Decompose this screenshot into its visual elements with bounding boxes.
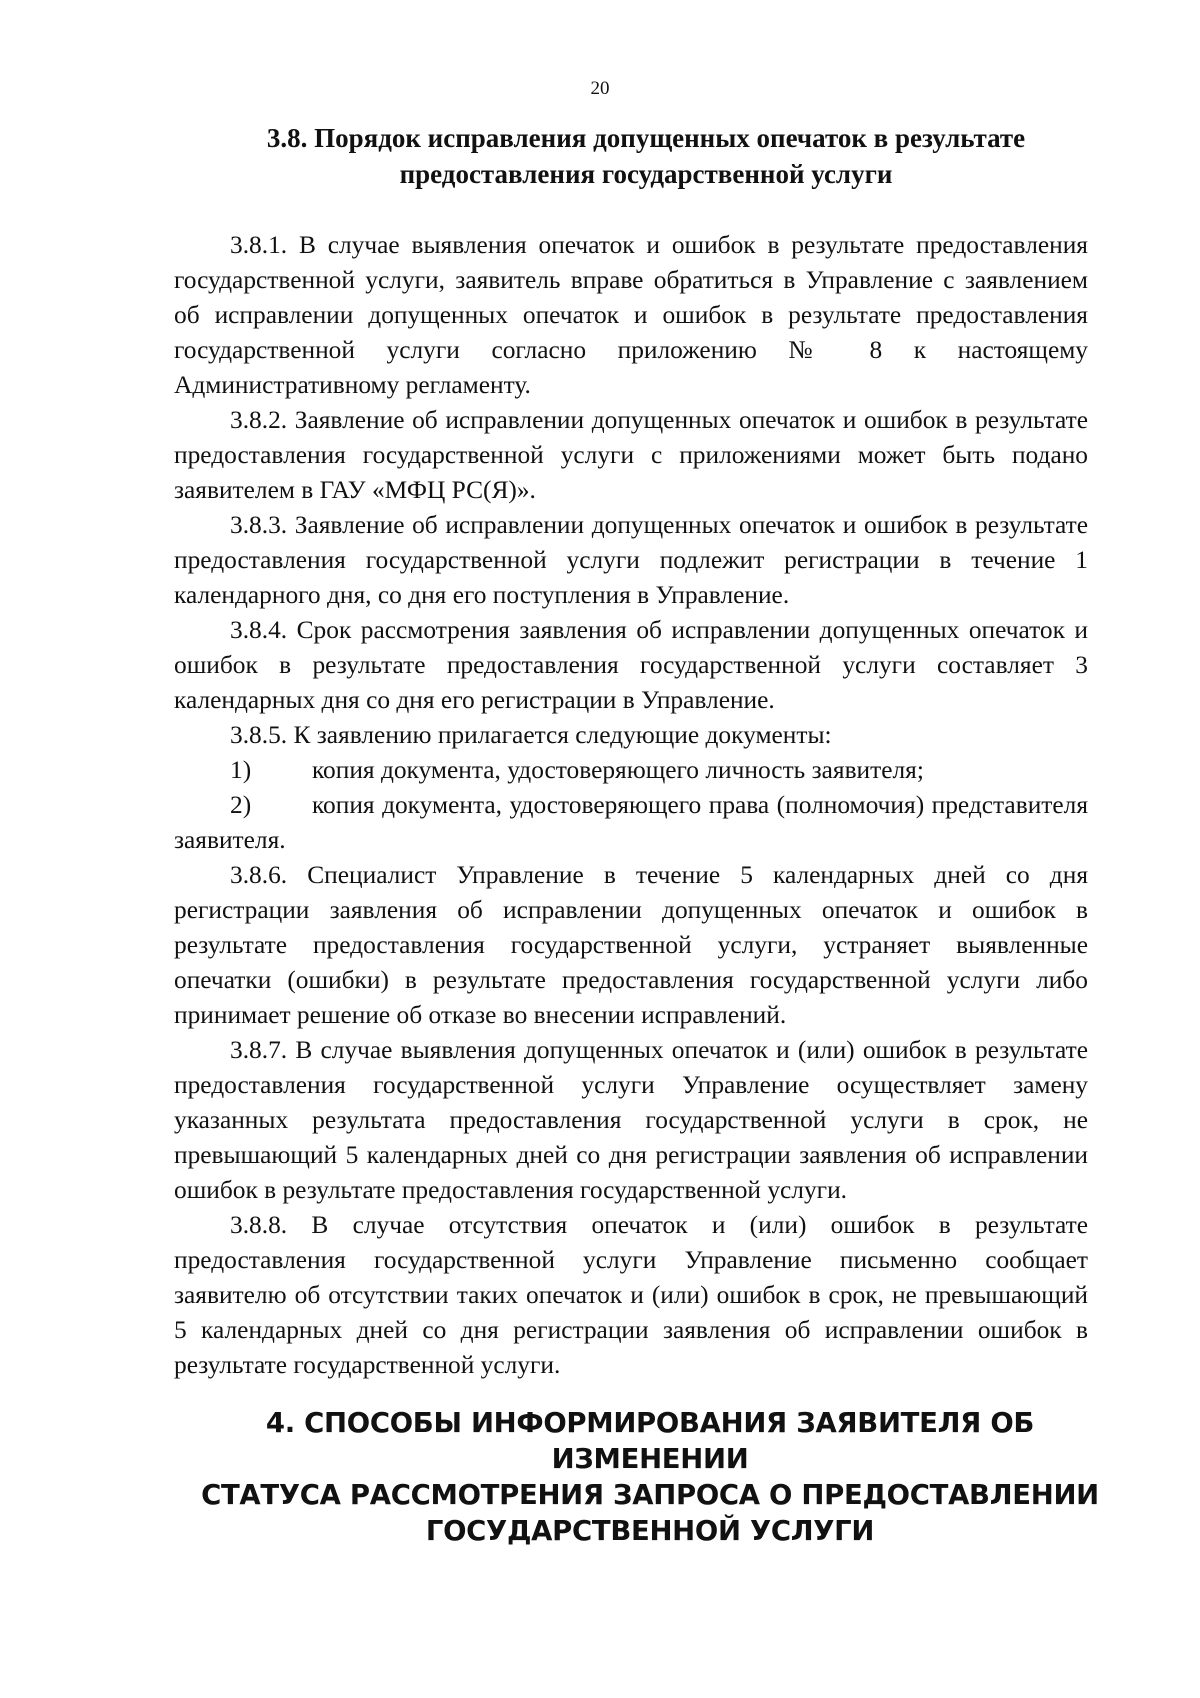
paragraph-3-8-1: 3.8.1. В случае выявления опечаток и ошибок в результате предоставления государственной услуги, заявитель вправе обратиться в Управление с заявлением об исправлении допущенных опечаток и ошибок в результате предоставления государственной услуги согласно приложению № 8 к настоящему Административному регламенту.: [174, 231, 1088, 399]
list-item-1: [174, 753, 1088, 788]
paragraph-3-8-6: 3.8.6. Специалист Управление в течение 5 календарных дней со дня регистрации заявления об исправлении допущенных опечаток и ошибок в результате предоставления государственной услуги, устраняет выявленные опечатки (ошибки) в результате предоставления государственной услуги либо принимает решение об отказе во внесении исправлений.: [174, 861, 1088, 1029]
section-title-line-1: 3.8. Порядок исправления допущенных опечаток в результате: [266, 123, 1026, 153]
list-item-2: [174, 788, 1088, 858]
list-item-number: 2): [230, 791, 252, 819]
chapter-title-line-2: СТАТУСА РАССМОТРЕНИЯ ЗАПРОСА О ПРЕДОСТАВЛЕНИИ: [201, 1479, 1099, 1511]
chapter-title-line-1: 4. СПОСОБЫ ИНФОРМИРОВАНИЯ ЗАЯВИТЕЛЯ ОБ ИЗМЕНЕНИИ: [265, 1407, 1035, 1475]
paragraph-3-8-3: 3.8.3. Заявление об исправлении допущенных опечаток и ошибок в результате предоставления государственной услуги подлежит регистрации в течение 1 календарного дня, со дня его поступления в Управление.: [174, 511, 1088, 609]
list-item-text: копия документа, удостоверяющего права (полномочия) представителя заявителя.: [174, 791, 1088, 854]
section-title: [230, 120, 1062, 192]
page-number: 20: [590, 78, 610, 99]
list-item-number: 1): [230, 756, 252, 784]
paragraph-3-8-7: 3.8.7. В случае выявления допущенных опечаток и (или) ошибок в результате предоставления государственной услуги Управление осуществляет замену указанных результата предоставления государственной услуги в срок, не превышающий 5 календарных дней со дня регистрации заявления об исправлении ошибок в результате предоставления государственной услуги.: [174, 1036, 1088, 1204]
chapter-title: [180, 1405, 1120, 1549]
section-title-line-2: предоставления государственной услуги: [399, 159, 893, 189]
paragraph-3-8-4: 3.8.4. Срок рассмотрения заявления об исправлении допущенных опечаток и ошибок в результате предоставления государственной услуги составляет 3 календарных дня со дня его регистрации в Управление.: [174, 616, 1088, 714]
chapter-title-line-3: ГОСУДАРСТВЕННОЙ УСЛУГИ: [425, 1515, 875, 1547]
list-item-text: копия документа, удостоверяющего личность заявителя;: [312, 756, 924, 784]
paragraph-3-8-8: 3.8.8. В случае отсутствия опечаток и (или) ошибок в результате предоставления государственной услуги Управление письменно сообщает заявителю об отсутствии таких опечаток и (или) ошибок в срок, не превышающий 5 календарных дней со дня регистрации заявления об исправлении ошибок в результате государственной услуги.: [174, 1211, 1088, 1379]
paragraph-3-8-5: 3.8.5. К заявлению прилагается следующие документы:: [230, 721, 832, 749]
section-body: [174, 228, 1088, 1383]
paragraph-3-8-2: 3.8.2. Заявление об исправлении допущенных опечаток и ошибок в результате предоставления государственной услуги с приложениями может быть подано заявителем в ГАУ «МФЦ РС(Я)».: [174, 406, 1088, 504]
